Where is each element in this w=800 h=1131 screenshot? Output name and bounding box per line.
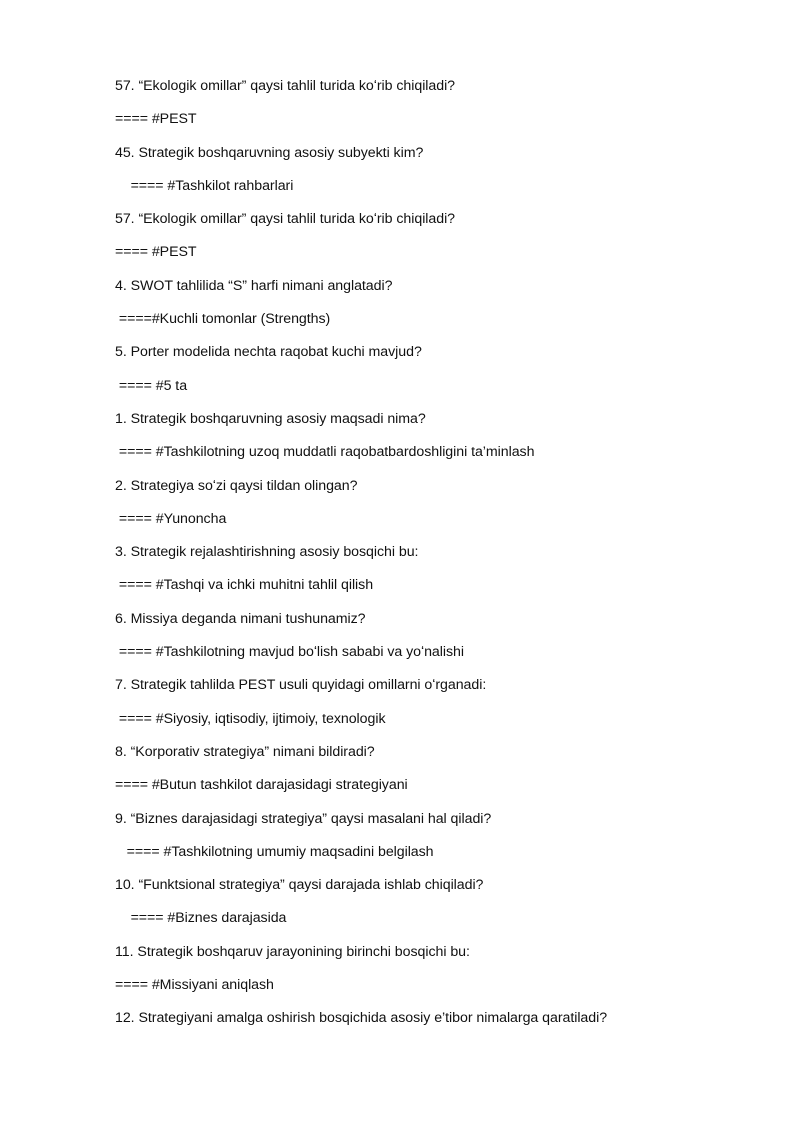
question-line: 10. “Funktsional strategiya” qaysi darajada ishlab chiqiladi? <box>115 877 484 894</box>
answer-line: ==== #Tashkilotning umumiy maqsadini belgilash <box>115 843 434 860</box>
question-line: 5. Porter modelida nechta raqobat kuchi mavjud? <box>115 344 422 361</box>
question-line: 4. SWOT tahlilida “S” harfi nimani anglatadi? <box>115 277 393 294</box>
question-line: 2. Strategiya soʻzi qaysi tildan olingan? <box>115 477 358 494</box>
answer-line: ==== #PEST <box>115 111 197 128</box>
question-line: 45. Strategik boshqaruvning asosiy subyekti kim? <box>115 144 424 161</box>
answer-line: ==== #Missiyani aniqlash <box>115 977 274 994</box>
question-line: 1. Strategik boshqaruvning asosiy maqsadi nima? <box>115 410 426 427</box>
question-line: 3. Strategik rejalashtirishning asosiy bosqichi bu: <box>115 544 419 561</box>
answer-line: ==== #Butun tashkilot darajasidagi strategiyani <box>115 777 408 794</box>
answer-line: ==== #Tashkilotning mavjud boʻlish sababi va yoʻnalishi <box>115 644 464 661</box>
question-line: 11. Strategik boshqaruv jarayonining birinchi bosqichi bu: <box>115 943 470 960</box>
question-line: 12. Strategiyani amalga oshirish bosqichida asosiy e’tibor nimalarga qaratiladi? <box>115 1010 608 1027</box>
question-line: 7. Strategik tahlilda PEST usuli quyidagi omillarni oʻrganadi: <box>115 677 487 694</box>
question-line: 8. “Korporativ strategiya” nimani bildiradi? <box>115 743 375 760</box>
answer-line: ==== #Biznes darajasida <box>115 910 287 927</box>
document-body <box>115 76 755 1042</box>
question-line: 57. “Ekologik omillar” qaysi tahlil turida koʻrib chiqiladi? <box>115 211 456 228</box>
answer-line: ==== #PEST <box>115 244 197 261</box>
answer-line: ==== #Tashkilot rahbarlari <box>115 177 294 194</box>
answer-line: ====#Kuchli tomonlar (Strengths) <box>115 311 331 328</box>
answer-line: ==== #Tashqi va ichki muhitni tahlil qilish <box>115 577 374 594</box>
answer-line: ==== #5 ta <box>115 377 188 394</box>
question-line: 6. Missiya deganda nimani tushunamiz? <box>115 610 366 627</box>
question-line: 9. “Biznes darajasidagi strategiya” qaysi masalani hal qiladi? <box>115 810 492 827</box>
answer-line: ==== #Yunoncha <box>115 510 227 527</box>
question-line: 57. “Ekologik omillar” qaysi tahlil turida koʻrib chiqiladi? <box>115 78 456 94</box>
answer-line: ==== #Siyosiy, iqtisodiy, ijtimoiy, texnologik <box>115 710 386 727</box>
answer-line: ==== #Tashkilotning uzoq muddatli raqobatbardoshligini ta’minlash <box>115 444 535 461</box>
